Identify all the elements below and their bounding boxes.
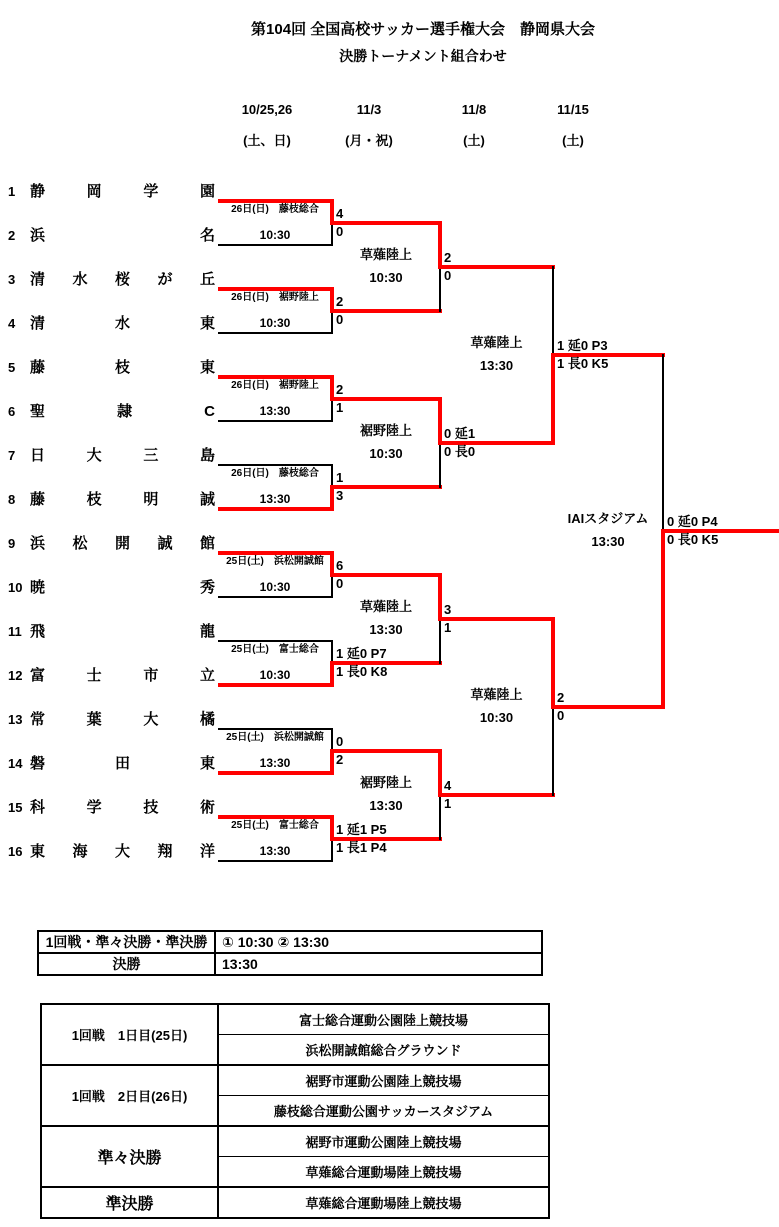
team-row bbox=[8, 182, 215, 201]
r1-m4-time: 13:30 bbox=[259, 492, 291, 506]
sf2-score-top: 2 bbox=[557, 690, 565, 705]
team-name: 科学技術 bbox=[30, 799, 215, 816]
sf2-winner-line bbox=[551, 705, 665, 709]
team13-line bbox=[218, 728, 332, 730]
r1-m8-time: 13:30 bbox=[259, 844, 291, 858]
team-number: 14 bbox=[8, 756, 23, 771]
team-name: 磐田東 bbox=[30, 755, 215, 772]
final-date: 11/15 bbox=[557, 102, 589, 117]
r1-m3-score-bottom: 1 bbox=[336, 400, 344, 415]
r1-m4-score-top: 1 bbox=[336, 470, 344, 485]
r1-m7-time: 13:30 bbox=[259, 756, 291, 770]
r1-m1-time: 10:30 bbox=[259, 228, 291, 242]
schedule-value: ① 10:30 ② 13:30 bbox=[215, 931, 542, 953]
venue-cell: 裾野市運動公園陸上競技場 bbox=[218, 1065, 549, 1096]
r1-m2-time: 10:30 bbox=[259, 316, 291, 330]
r1-m5-note: 25日(土) 浜松開誠館 bbox=[226, 556, 324, 567]
r1-m1-score-top: 4 bbox=[336, 206, 344, 221]
sf1-time: 13:30 bbox=[479, 358, 514, 373]
r1-m1-winner-line bbox=[330, 221, 442, 225]
team-row bbox=[8, 314, 215, 333]
team-number: 4 bbox=[8, 316, 16, 331]
team3-line bbox=[218, 287, 332, 291]
qf3-winner-line bbox=[438, 617, 555, 621]
team-name: 富士市立 bbox=[30, 667, 215, 684]
venue-cell: 草薙総合運動場陸上競技場 bbox=[218, 1157, 549, 1188]
r1-m2-score-bottom: 0 bbox=[336, 312, 344, 327]
r1-m4-winner-line bbox=[330, 485, 442, 489]
table-row bbox=[41, 1065, 549, 1096]
final-connector bbox=[662, 354, 664, 532]
team15-line bbox=[218, 815, 332, 819]
r1-m7-score-top: 0 bbox=[336, 734, 344, 749]
tournament-subtitle: 決勝トーナメント組合わせ bbox=[339, 48, 507, 64]
r1-m8-note: 25日(土) 富士総合 bbox=[231, 820, 319, 831]
sf2-score-bottom: 0 bbox=[557, 708, 565, 723]
team-number: 3 bbox=[8, 272, 16, 287]
qf1-score-top: 2 bbox=[444, 250, 452, 265]
qf2-time: 10:30 bbox=[369, 446, 403, 461]
r1-m2-score-top: 2 bbox=[336, 294, 344, 309]
team1-line bbox=[218, 199, 332, 203]
team-row bbox=[8, 710, 215, 729]
qf2-score-top: 0 延1 bbox=[444, 426, 476, 441]
round-label: 1回戦 1日目(25日) bbox=[41, 1004, 218, 1065]
qf4-score-top: 4 bbox=[444, 778, 452, 793]
r1-m3-note: 26日(日) 裾野陸上 bbox=[231, 380, 319, 391]
sf1-score-top: 1 延0 P3 bbox=[557, 338, 608, 353]
round1-day: (土、日) bbox=[243, 133, 291, 148]
team-number: 1 bbox=[8, 184, 16, 199]
table-row bbox=[41, 1126, 549, 1157]
table-row bbox=[41, 1187, 549, 1218]
qf3-score-bottom: 1 bbox=[444, 620, 452, 635]
qf4-score-bottom: 1 bbox=[444, 796, 452, 811]
team-row bbox=[8, 402, 215, 421]
team11-line bbox=[218, 640, 332, 642]
team-row bbox=[8, 358, 215, 377]
team4-line bbox=[218, 332, 332, 334]
qf1-winner-line bbox=[438, 265, 555, 269]
final-score-bottom: 0 長0 K5 bbox=[667, 532, 719, 547]
venue-cell: 富士総合運動公園陸上競技場 bbox=[218, 1004, 549, 1035]
team-row bbox=[8, 622, 215, 641]
team12-line bbox=[218, 683, 332, 687]
r1-m5-winner-line bbox=[330, 573, 442, 577]
team-row bbox=[8, 666, 215, 685]
team-name: 清水桜が丘 bbox=[30, 271, 215, 288]
team2-line bbox=[218, 244, 332, 246]
r1-m7-winner-line bbox=[330, 749, 442, 753]
team-row bbox=[8, 270, 215, 289]
r1-m5-score-bottom: 0 bbox=[336, 576, 344, 591]
kickoff-schedule-table bbox=[37, 930, 543, 976]
sf1-score-bottom: 1 長0 K5 bbox=[557, 356, 609, 371]
team-row bbox=[8, 226, 215, 245]
team-row bbox=[8, 446, 215, 465]
round-label: 準決勝 bbox=[41, 1187, 218, 1218]
team14-line bbox=[218, 771, 332, 775]
qf4-venue: 裾野陸上 bbox=[359, 775, 412, 790]
qf4-winner-line bbox=[438, 793, 555, 797]
team-number: 6 bbox=[8, 404, 16, 419]
team-name: 清水東 bbox=[30, 315, 215, 332]
final-time: 13:30 bbox=[591, 534, 625, 549]
team8-line bbox=[218, 507, 332, 511]
r1-m3-winner-line bbox=[330, 397, 442, 401]
team-name: 浜名 bbox=[30, 227, 215, 244]
schedule-label: 1回戦・準々決勝・準決勝 bbox=[38, 931, 215, 953]
team-row bbox=[8, 754, 215, 773]
team9-line bbox=[218, 551, 332, 555]
r1-m3-score-top: 2 bbox=[336, 382, 344, 397]
team5-line bbox=[218, 375, 332, 379]
r1-m3-time: 13:30 bbox=[259, 404, 291, 418]
team-number: 13 bbox=[8, 712, 23, 727]
r1-m8-score-top: 1 延1 P5 bbox=[336, 822, 387, 837]
venue-cell: 草薙総合運動場陸上競技場 bbox=[218, 1187, 549, 1218]
sf1-venue: 草薙陸上 bbox=[470, 335, 523, 350]
team16-line bbox=[218, 860, 332, 862]
qf3-venue: 草薙陸上 bbox=[359, 599, 412, 614]
schedule-label: 決勝 bbox=[38, 953, 215, 975]
qf2-score-bottom: 0 長0 bbox=[444, 444, 476, 459]
qf3-time: 13:30 bbox=[369, 622, 403, 637]
final-day: (土) bbox=[562, 133, 584, 148]
round1-date: 10/25,26 bbox=[241, 102, 293, 117]
team-row bbox=[8, 842, 215, 861]
team-row bbox=[8, 798, 215, 817]
team-number: 10 bbox=[8, 580, 23, 595]
team6-line bbox=[218, 420, 332, 422]
sf2-time: 10:30 bbox=[479, 710, 514, 725]
team-number: 5 bbox=[8, 360, 16, 375]
team-number: 12 bbox=[8, 668, 23, 683]
schedule-value: 13:30 bbox=[215, 953, 542, 975]
team-name: 東海大翔洋 bbox=[30, 843, 215, 860]
team-number: 11 bbox=[8, 624, 22, 639]
qf1-score-bottom: 0 bbox=[444, 268, 452, 283]
r1-m6-time: 10:30 bbox=[259, 668, 291, 682]
qf1-venue: 草薙陸上 bbox=[359, 247, 412, 262]
team-name: 日大三島 bbox=[30, 447, 215, 464]
team-number: 7 bbox=[8, 448, 16, 463]
final-score-top: 0 延0 P4 bbox=[667, 514, 718, 529]
team-number: 16 bbox=[8, 844, 23, 859]
venue-table bbox=[40, 1003, 550, 1219]
venue-cell: 裾野市運動公園陸上競技場 bbox=[218, 1126, 549, 1157]
r1-m1-note: 26日(日) 藤枝総合 bbox=[231, 204, 319, 215]
team7-line bbox=[218, 464, 332, 466]
r1-m6-note: 25日(土) 富士総合 bbox=[231, 644, 319, 655]
qf3-score-top: 3 bbox=[444, 602, 452, 617]
round-label: 1回戦 2日目(26日) bbox=[41, 1065, 218, 1126]
qf1-time: 10:30 bbox=[369, 270, 403, 285]
team-name: 藤枝東 bbox=[30, 359, 215, 376]
qf2-venue: 裾野陸上 bbox=[359, 423, 412, 438]
r1-m6-score-bottom: 1 長0 K8 bbox=[336, 664, 388, 679]
team-name: 静岡学園 bbox=[30, 183, 215, 200]
qf4-time: 13:30 bbox=[369, 798, 403, 813]
team-name: 聖隷C bbox=[30, 403, 215, 420]
team-number: 15 bbox=[8, 800, 23, 815]
sf2-venue: 草薙陸上 bbox=[470, 687, 523, 702]
team-row bbox=[8, 534, 215, 553]
r1-m2-note: 26日(日) 裾野陸上 bbox=[231, 292, 319, 303]
sf-date: 11/8 bbox=[461, 102, 487, 117]
tournament-title: 第104回 全国高校サッカー選手権大会 静岡県大会 bbox=[251, 21, 595, 38]
r1-m5-time: 10:30 bbox=[259, 580, 291, 594]
team-name: 飛龍 bbox=[30, 623, 215, 640]
final-connector-win bbox=[661, 529, 665, 709]
r1-m5-score-top: 6 bbox=[336, 558, 344, 573]
r1-m1-score-bottom: 0 bbox=[336, 224, 344, 239]
team-name: 藤枝明誠 bbox=[30, 491, 215, 508]
round-label: 準々決勝 bbox=[41, 1126, 218, 1187]
r1-m8-score-bottom: 1 長1 P4 bbox=[336, 840, 387, 855]
venue-cell: 浜松開誠館総合グラウンド bbox=[218, 1035, 549, 1066]
team-number: 9 bbox=[8, 536, 16, 551]
table-row bbox=[41, 1004, 549, 1035]
r1-m6-score-top: 1 延0 P7 bbox=[336, 646, 387, 661]
r1-m7-note: 25日(土) 浜松開誠館 bbox=[226, 732, 324, 743]
team-number: 8 bbox=[8, 492, 16, 507]
r1-m2-winner-line bbox=[330, 309, 442, 313]
team-row bbox=[8, 490, 215, 509]
team-row bbox=[8, 578, 215, 597]
team-name: 常葉大橘 bbox=[30, 711, 215, 728]
r1-m4-score-bottom: 3 bbox=[336, 488, 344, 503]
r1-m4-note: 26日(日) 藤枝総合 bbox=[231, 468, 319, 479]
r1-m7-score-bottom: 2 bbox=[336, 752, 344, 767]
final-venue: IAIスタジアム bbox=[567, 511, 649, 526]
venue-cell: 藤枝総合運動公園サッカースタジアム bbox=[218, 1096, 549, 1127]
table-row bbox=[38, 953, 542, 975]
team10-line bbox=[218, 596, 332, 598]
table-row bbox=[38, 931, 542, 953]
qf-day: (月・祝) bbox=[345, 133, 393, 148]
team-name: 暁秀 bbox=[30, 579, 215, 596]
team-name: 浜松開誠館 bbox=[30, 535, 215, 552]
team-number: 2 bbox=[8, 228, 16, 243]
qf-date: 11/3 bbox=[356, 102, 382, 117]
sf-day: (土) bbox=[463, 133, 485, 148]
